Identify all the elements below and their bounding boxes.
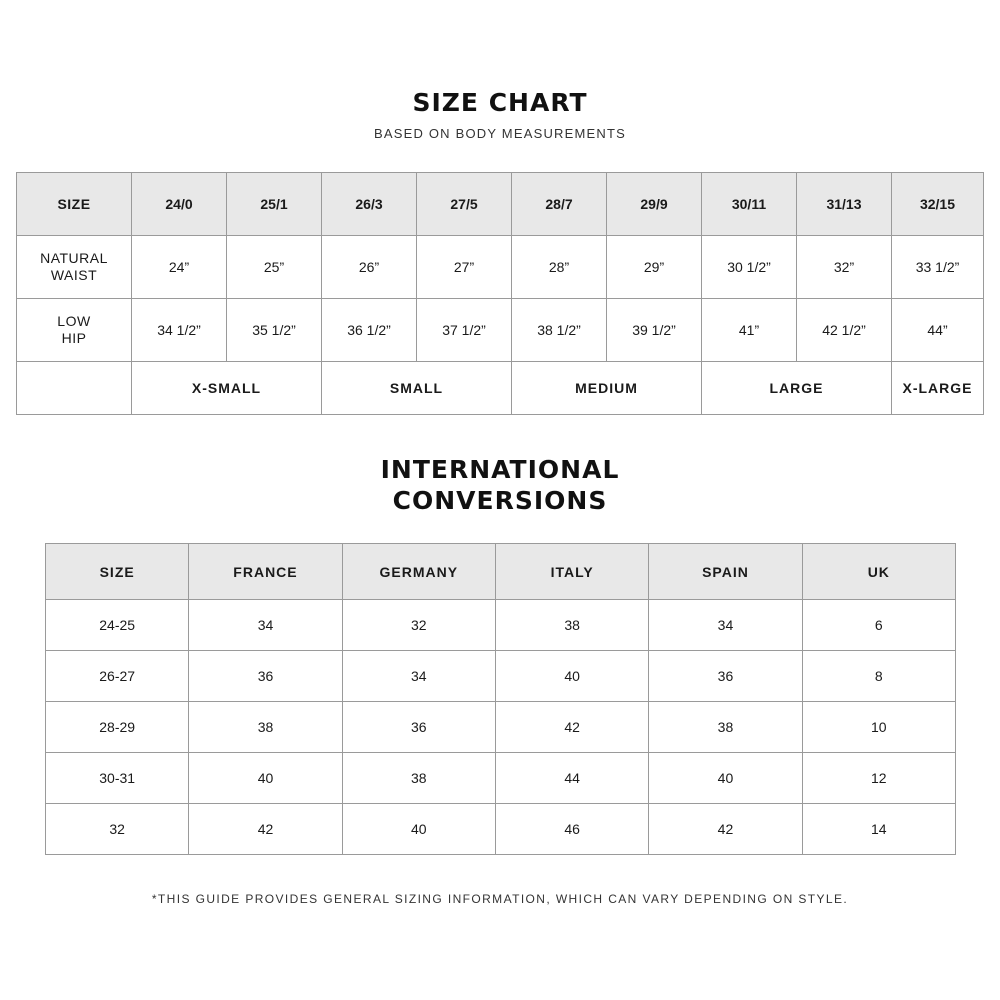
- waist-label-line: WAIST: [50, 267, 98, 283]
- category-cell-small: SMALL: [322, 362, 512, 415]
- hip-cell: 41”: [702, 299, 797, 362]
- waist-cell: 30 1/2”: [702, 236, 797, 299]
- category-cell-medium: MEDIUM: [512, 362, 702, 415]
- conversions-cell: 34: [342, 651, 495, 702]
- hip-cell: 35 1/2”: [227, 299, 322, 362]
- conversions-cell: 28-29: [46, 702, 189, 753]
- size-chart-subtitle: BASED ON BODY MEASUREMENTS: [373, 126, 626, 141]
- size-header-cell: 27/5: [417, 173, 512, 236]
- waist-row-label: [17, 236, 132, 299]
- conversions-cell: 44: [495, 753, 648, 804]
- hip-cell: 37 1/2”: [417, 299, 512, 362]
- conversions-header-cell: FRANCE: [189, 544, 342, 600]
- waist-row: [17, 236, 984, 299]
- conversions-header-row: [46, 544, 956, 600]
- hip-cell: 34 1/2”: [132, 299, 227, 362]
- conversions-row: [46, 702, 956, 753]
- conversions-cell: 42: [649, 804, 802, 855]
- waist-cell: 28”: [512, 236, 607, 299]
- category-cell-x-small: X-SMALL: [132, 362, 322, 415]
- conversions-cell: 26-27: [46, 651, 189, 702]
- conversions-cell: 36: [342, 702, 495, 753]
- hip-row: [17, 299, 984, 362]
- conversions-title: [0, 454, 1000, 516]
- conversions-title-line: INTERNATIONAL: [380, 455, 620, 484]
- conversions-cell: 46: [495, 804, 648, 855]
- hip-row-label: [17, 299, 132, 362]
- conversions-header-cell: ITALY: [495, 544, 648, 600]
- conversions-cell: 40: [342, 804, 495, 855]
- hip-cell: 36 1/2”: [322, 299, 417, 362]
- footnote: *THIS GUIDE PROVIDES GENERAL SIZING INFORMATION, WHICH CAN VARY DEPENDING ON STYLE.: [151, 892, 849, 906]
- conversions-row: [46, 651, 956, 702]
- conversions-cell: 34: [189, 600, 342, 651]
- size-header-cell: 29/9: [607, 173, 702, 236]
- hip-cell: 44”: [892, 299, 984, 362]
- category-cell-large: LARGE: [702, 362, 892, 415]
- waist-cell: 24”: [132, 236, 227, 299]
- category-blank-cell: [17, 362, 132, 415]
- conversions-cell: 36: [189, 651, 342, 702]
- conversions-cell: 30-31: [46, 753, 189, 804]
- conversions-cell: 38: [495, 600, 648, 651]
- conversions-cell: 40: [189, 753, 342, 804]
- conversions-header-cell: SIZE: [46, 544, 189, 600]
- size-header-cell: 30/11: [702, 173, 797, 236]
- conversions-header-cell: SPAIN: [649, 544, 802, 600]
- size-header-cell: 26/3: [322, 173, 417, 236]
- waist-cell: 33 1/2”: [892, 236, 984, 299]
- conversions-cell: 6: [802, 600, 955, 651]
- conversions-cell: 38: [189, 702, 342, 753]
- size-header-cell: 25/1: [227, 173, 322, 236]
- conversions-cell: 42: [495, 702, 648, 753]
- conversions-row: [46, 600, 956, 651]
- conversions-cell: 24-25: [46, 600, 189, 651]
- conversions-header-cell: UK: [802, 544, 955, 600]
- conversions-title-line: CONVERSIONS: [392, 486, 608, 515]
- hip-cell: 42 1/2”: [797, 299, 892, 362]
- conversions-row: [46, 804, 956, 855]
- size-chart-title: SIZE CHART: [412, 88, 588, 117]
- conversions-cell: 38: [649, 702, 802, 753]
- size-header-cell: 24/0: [132, 173, 227, 236]
- waist-cell: 25”: [227, 236, 322, 299]
- size-header-cell: 31/13: [797, 173, 892, 236]
- hip-label-line: HIP: [61, 330, 87, 346]
- category-row: [17, 362, 984, 415]
- size-header-row: [17, 173, 984, 236]
- conversions-cell: 32: [342, 600, 495, 651]
- size-header-cell: 28/7: [512, 173, 607, 236]
- hip-cell: 39 1/2”: [607, 299, 702, 362]
- conversions-header-cell: GERMANY: [342, 544, 495, 600]
- conversions-cell: 34: [649, 600, 802, 651]
- conversions-cell: 10: [802, 702, 955, 753]
- conversions-cell: 32: [46, 804, 189, 855]
- conversions-cell: 40: [649, 753, 802, 804]
- conversions-row: [46, 753, 956, 804]
- conversions-table: [45, 543, 956, 855]
- size-header-label: SIZE: [17, 173, 132, 236]
- waist-cell: 32”: [797, 236, 892, 299]
- waist-label-line: NATURAL: [40, 250, 108, 266]
- hip-cell: 38 1/2”: [512, 299, 607, 362]
- conversions-cell: 40: [495, 651, 648, 702]
- waist-cell: 27”: [417, 236, 512, 299]
- waist-cell: 29”: [607, 236, 702, 299]
- conversions-cell: 14: [802, 804, 955, 855]
- hip-label-line: LOW: [57, 313, 91, 329]
- size-header-cell: 32/15: [892, 173, 984, 236]
- waist-cell: 26”: [322, 236, 417, 299]
- conversions-cell: 36: [649, 651, 802, 702]
- conversions-cell: 8: [802, 651, 955, 702]
- conversions-cell: 38: [342, 753, 495, 804]
- category-cell-x-large: X-LARGE: [892, 362, 984, 415]
- conversions-cell: 12: [802, 753, 955, 804]
- conversions-cell: 42: [189, 804, 342, 855]
- size-chart-table: [16, 172, 984, 415]
